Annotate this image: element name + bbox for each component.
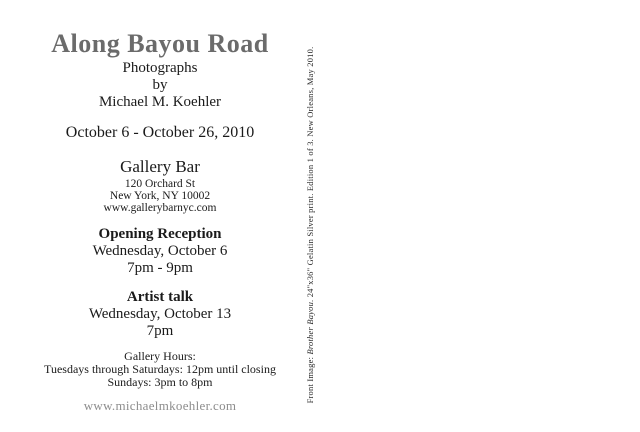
venue-city: New York, NY 10002 bbox=[109, 190, 211, 202]
opening-reception-heading: Opening Reception bbox=[98, 226, 222, 242]
opening-reception-date: Wednesday, October 6 bbox=[92, 243, 228, 259]
exhibition-dates: October 6 - October 26, 2010 bbox=[65, 124, 255, 141]
opening-reception-block bbox=[0, 226, 320, 277]
gallery-hours-sundays: Sundays: 3pm to 8pm bbox=[107, 375, 213, 389]
artist-website: www.michaelmkoehler.com bbox=[83, 398, 237, 413]
caption-prefix: Front Image: bbox=[305, 354, 315, 404]
artist-name: Michael M. Koehler bbox=[98, 94, 222, 110]
venue-website: www.gallerybarnyc.com bbox=[103, 202, 217, 214]
front-image-caption bbox=[305, 47, 315, 404]
artist-talk-heading: Artist talk bbox=[126, 289, 194, 305]
exhibition-title: Along Bayou Road bbox=[51, 29, 269, 58]
artist-talk-block bbox=[0, 289, 320, 340]
caption-details: . 24"x36" Gelatin Silver print. Edition 1 of 3. New Orleans, May 2010. bbox=[305, 46, 315, 302]
artist-talk-date: Wednesday, October 13 bbox=[88, 306, 232, 322]
venue-address-block bbox=[0, 178, 320, 214]
gallery-hours-block bbox=[0, 350, 320, 389]
gallery-hours-weekdays: Tuesdays through Saturdays: 12pm until closing bbox=[44, 362, 276, 376]
gallery-hours-heading: Gallery Hours: bbox=[124, 349, 196, 363]
artist-talk-time: 7pm bbox=[146, 323, 174, 339]
subtitle-block bbox=[0, 60, 320, 111]
opening-reception-time: 7pm - 9pm bbox=[127, 260, 193, 276]
venue-name: Gallery Bar bbox=[120, 157, 200, 176]
subtitle-medium: Photographs bbox=[122, 60, 198, 76]
caption-image-title: Brother Bayou bbox=[305, 301, 315, 355]
subtitle-by: by bbox=[152, 77, 168, 93]
venue-street: 120 Orchard St bbox=[124, 178, 196, 190]
